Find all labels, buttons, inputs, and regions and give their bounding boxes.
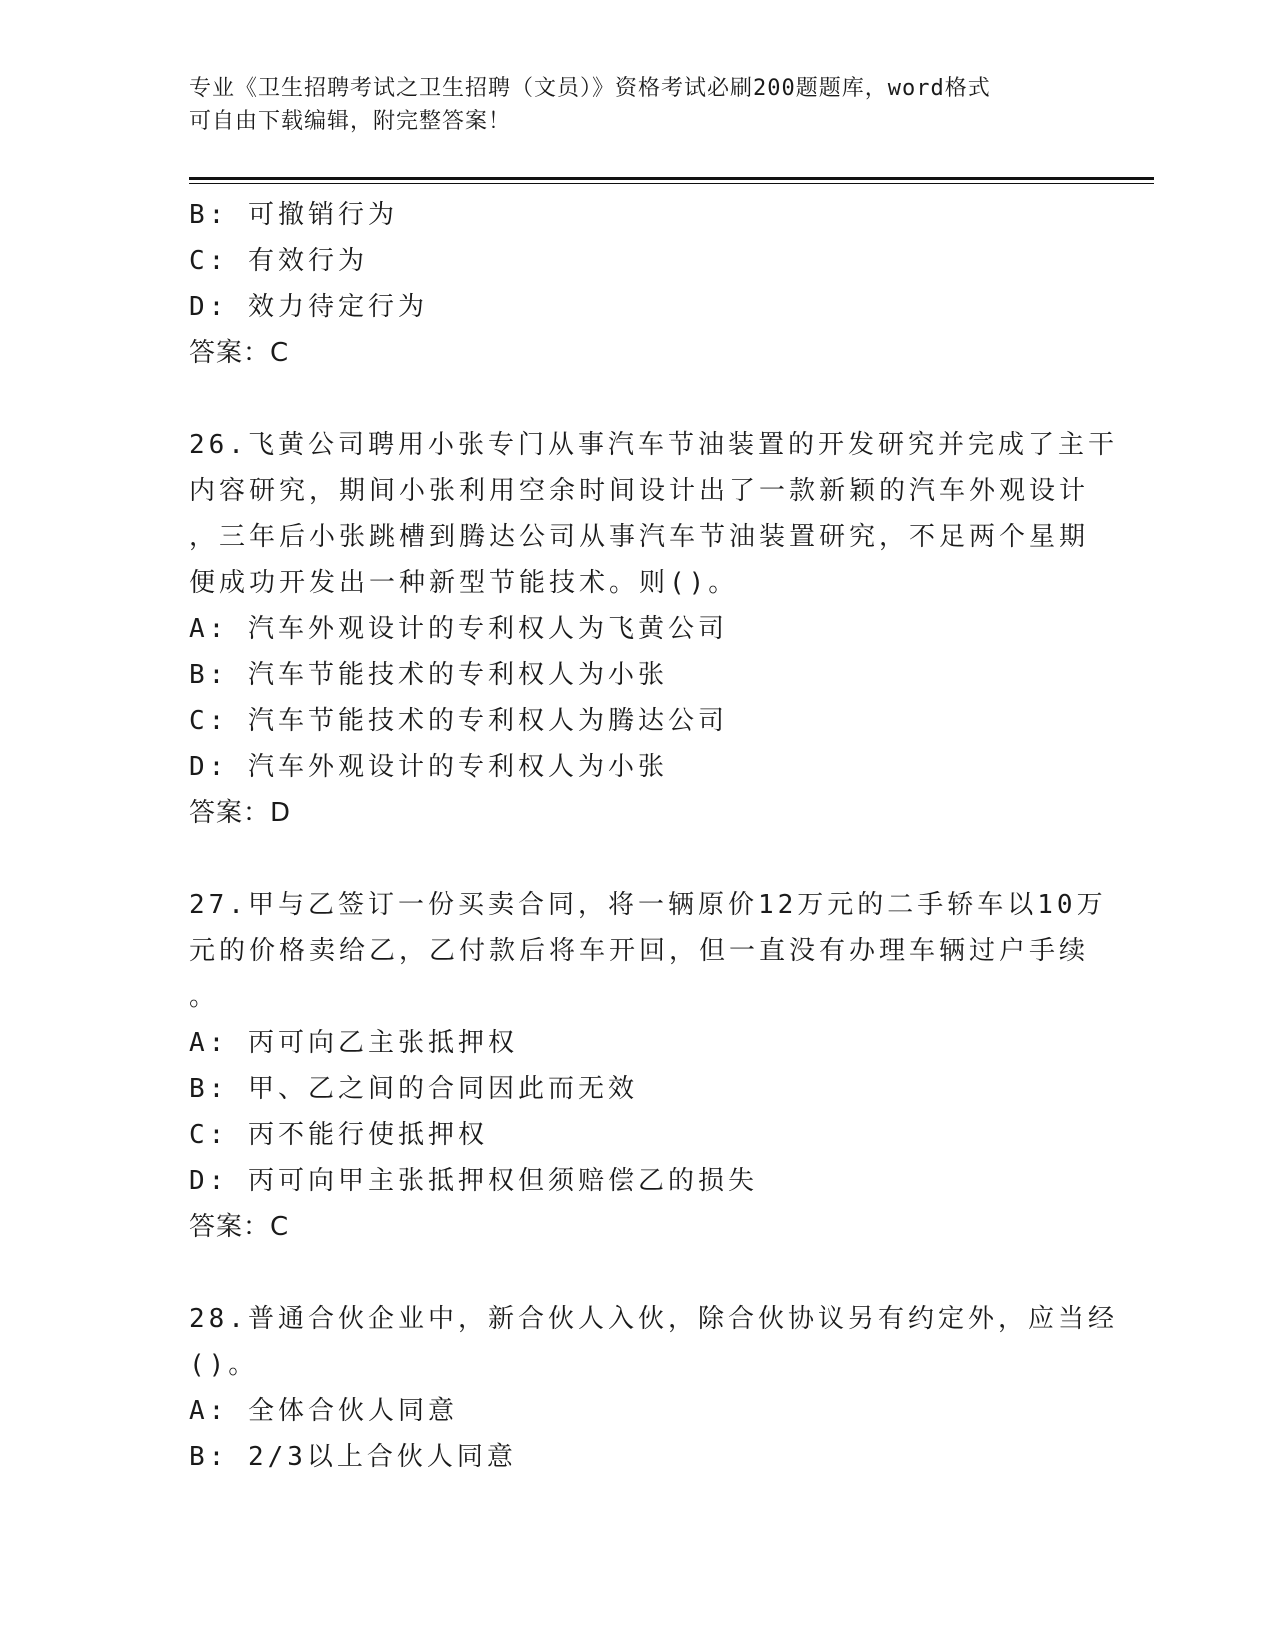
option-d: D: 丙可向甲主张抵押权但须赔偿乙的损失	[189, 1166, 758, 1196]
option-b: B: 汽车节能技术的专利权人为小张	[189, 660, 668, 690]
question-stem-line: ，三年后小张跳槽到腾达公司从事汽车节油装置研究，不足两个星期	[189, 522, 1090, 552]
option-c: C: 丙不能行使抵押权	[189, 1120, 488, 1150]
question-26	[189, 422, 1118, 836]
question-stem-line: 内容研究，期间小张利用空余时间设计出了一款新颖的汽车外观设计	[189, 476, 1090, 506]
page-header	[189, 72, 1089, 138]
document-body	[189, 192, 1118, 1480]
question-stem-line: 元的价格卖给乙，乙付款后将车开回，但一直没有办理车辆过户手续	[189, 936, 1090, 966]
spacer	[189, 836, 1089, 882]
answer-line: 答案：C	[189, 338, 290, 368]
option-c: C: 汽车节能技术的专利权人为腾达公司	[189, 706, 728, 736]
question-25-tail	[189, 192, 1089, 376]
question-stem-line: 便成功开发出一种新型节能技术。则()。	[189, 568, 739, 598]
option-a: A: 全体合伙人同意	[189, 1396, 458, 1426]
question-27	[189, 882, 1107, 1250]
answer-line: 答案：D	[189, 798, 292, 828]
question-stem-line: 27.甲与乙签订一份买卖合同，将一辆原价12万元的二手轿车以10万	[189, 890, 1107, 920]
question-28	[189, 1296, 1118, 1480]
question-stem-line: 26.飞黄公司聘用小张专门从事汽车节油装置的开发研究并完成了主干	[189, 430, 1118, 460]
option-a: A: 丙可向乙主张抵押权	[189, 1028, 518, 1058]
option-c: C: 有效行为	[189, 246, 368, 276]
option-d: D: 效力待定行为	[189, 292, 428, 322]
option-b: B: 2/3以上合伙人同意	[189, 1442, 517, 1472]
question-stem-line: ()。	[189, 1350, 259, 1380]
header-line-2: 可自由下载编辑，附完整答案！	[189, 109, 512, 134]
spacer	[189, 1250, 1089, 1296]
question-stem-line: 。	[189, 982, 220, 1012]
header-line-1: 专业《卫生招聘考试之卫生招聘（文员）》资格考试必刷200题题库，word格式	[189, 76, 991, 101]
header-divider-thick	[189, 177, 1154, 180]
option-d: D: 汽车外观设计的专利权人为小张	[189, 752, 668, 782]
spacer	[189, 376, 1089, 422]
option-b: B: 甲、乙之间的合同因此而无效	[189, 1074, 638, 1104]
option-b: B: 可撤销行为	[189, 200, 398, 230]
question-stem-line: 28.普通合伙企业中，新合伙人入伙，除合伙协议另有约定外，应当经	[189, 1304, 1118, 1334]
option-a: A: 汽车外观设计的专利权人为飞黄公司	[189, 614, 728, 644]
header-divider-thin	[189, 183, 1154, 184]
answer-line: 答案：C	[189, 1212, 290, 1242]
